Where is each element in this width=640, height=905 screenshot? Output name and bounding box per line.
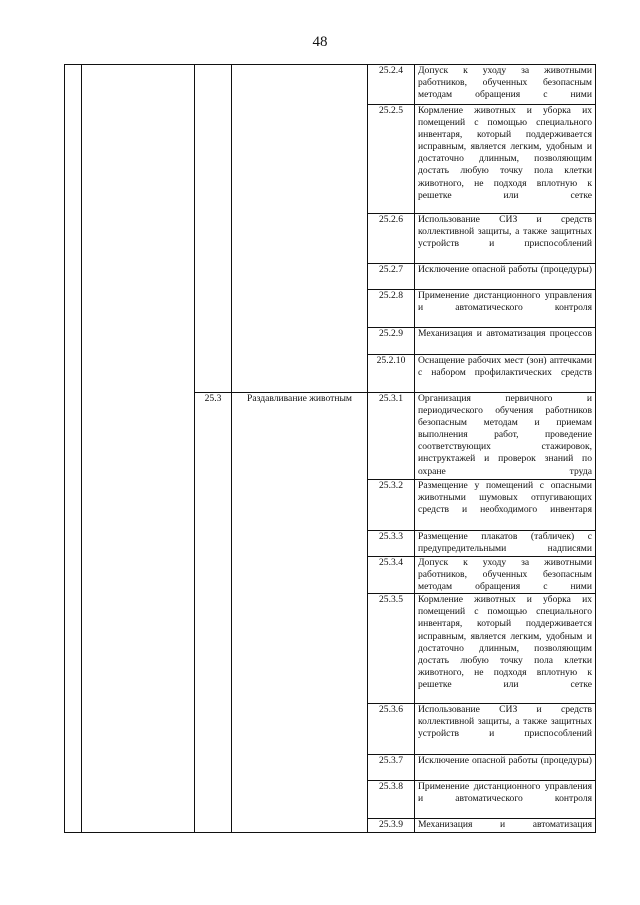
table-row <box>65 65 596 105</box>
measure-code: 25.3.5 <box>368 594 415 704</box>
measure-code: 25.3.6 <box>368 704 415 755</box>
measure-code: 25.3.8 <box>368 781 415 819</box>
measure-text: Использование СИЗ и средств коллективной защиты, а также защитных устройств и приспособлений <box>415 214 596 264</box>
measure-text: Организация первичного и периодического обучения работников безопасным методам и приемам выполнения работ, проведение соответствующих стажировок, инструктажей и проверок знаний по охране труда <box>415 393 596 480</box>
measure-code: 25.3.1 <box>368 393 415 480</box>
measure-text: Кормление животных и уборка их помещений с помощью специального инвентаря, который поддерживается исправным, является легким, удобным и достаточно длинным, позволяющим достать любую точку пола клетки животного, не подходя вплотную к решетке или сетке <box>415 594 596 704</box>
measure-text: Оснащение рабочих мест (зон) аптечками с набором профилактических средств <box>415 355 596 393</box>
group-name: Раздавливание животным <box>232 393 368 833</box>
measure-text: Применение дистанционного управления и автоматического контроля <box>415 781 596 819</box>
measure-code: 25.2.10 <box>368 355 415 393</box>
group-code: 25.3 <box>195 393 232 833</box>
group-code-cell-empty <box>195 65 232 393</box>
measure-code: 25.3.3 <box>368 531 415 557</box>
measure-text: Исключение опасной работы (процедуры) <box>415 264 596 290</box>
measure-code: 25.3.7 <box>368 755 415 781</box>
measure-text: Размещение у помещений с опасными животными шумовых отпугивающих средств и необходимого инвентаря <box>415 480 596 531</box>
index-cell <box>65 65 82 833</box>
measures-table <box>64 64 596 833</box>
measure-text: Размещение плакатов (табличек) с предупредительными надписями <box>415 531 596 557</box>
measure-code: 25.2.4 <box>368 65 415 105</box>
measure-text: Кормление животных и уборка их помещений с помощью специального инвентаря, который поддерживается исправным, является легким, удобным и достаточно длинным, позволяющим достать любую точку пола клетки животного, не подходя вплотную к решетке или сетке <box>415 105 596 214</box>
measure-code: 25.3.2 <box>368 480 415 531</box>
measure-text: Применение дистанционного управления и автоматического контроля <box>415 290 596 328</box>
measure-code: 25.2.6 <box>368 214 415 264</box>
measure-code: 25.2.7 <box>368 264 415 290</box>
measure-code: 25.3.9 <box>368 819 415 833</box>
measure-text: Допуск к уходу за животными работников, обученных безопасным методам обращения с ними <box>415 65 596 105</box>
measure-text: Механизация и автоматизация <box>415 819 596 833</box>
measure-code: 25.2.5 <box>368 105 415 214</box>
measure-code: 25.2.9 <box>368 328 415 355</box>
measure-text: Механизация и автоматизация процессов <box>415 328 596 355</box>
page-number: 48 <box>312 34 328 50</box>
measure-text: Исключение опасной работы (процедуры) <box>415 755 596 781</box>
hazard-cell <box>82 65 195 833</box>
measure-code: 25.3.4 <box>368 557 415 594</box>
measure-text: Использование СИЗ и средств коллективной защиты, а также защитных устройств и приспособлений <box>415 704 596 755</box>
group-name-cell-empty <box>232 65 368 393</box>
measure-code: 25.2.8 <box>368 290 415 328</box>
measure-text: Допуск к уходу за животными работников, обученных безопасным методам обращения с ними <box>415 557 596 594</box>
